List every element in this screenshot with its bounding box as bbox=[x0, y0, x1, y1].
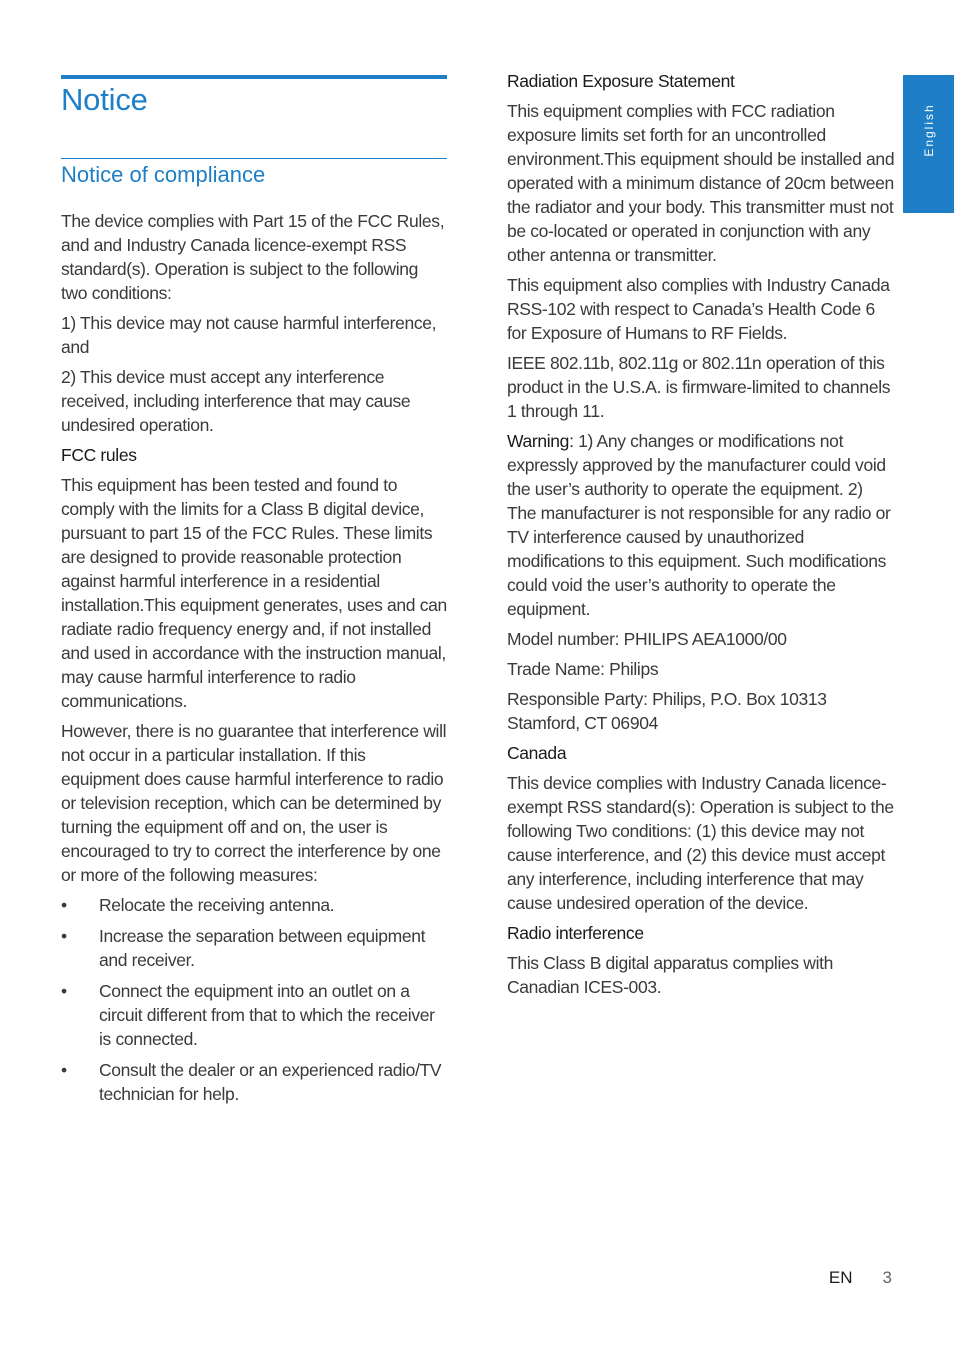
warning-text: 1) Any changes or modifications not expressly approved by the manufacturer could void the user’s authority to operate the equipment. 2) The manufacturer is not responsible for any radio or TV interference caused by unauthorized modifications to this equipment. Such modifications could void the user’s authority to operate the equipment. bbox=[507, 431, 891, 619]
list-item: • Relocate the receiving antenna. bbox=[61, 895, 335, 915]
canada-heading: Canada bbox=[507, 743, 567, 763]
page-title: Notice bbox=[61, 82, 148, 117]
section-title: Notice of compliance bbox=[61, 162, 266, 187]
radiation-paragraph: This equipment complies with FCC radiation exposure limits set forth for an uncontrolled environment.This equipment should be installed and operated with a minimum distance of 20cm between the radiator and your body. This transmitter must not be co-located or operated in conjunction with any other antenna or transmitter. bbox=[507, 101, 895, 265]
language-tab bbox=[903, 75, 954, 213]
page-number: 3 bbox=[882, 1268, 892, 1287]
warning-label: Warning: bbox=[507, 431, 574, 451]
radio-interference-paragraph: This Class B digital apparatus complies with Canadian ICES-003. bbox=[507, 953, 833, 997]
radiation-heading: Radiation Exposure Statement bbox=[507, 71, 735, 91]
fcc-paragraph: This equipment has been tested and found to comply with the limits for a Class B digital device, pursuant to part 15 of the FCC Rules. These limits are designed to provide reasonable protection against harmful interference in a residential installation.This equipment generates, uses and can radiate radio frequency energy and, if not installed and used in accordance with the instruction manual, may cause harmful interference to radio communications. bbox=[61, 475, 447, 711]
footer-language: EN bbox=[828, 1268, 853, 1287]
bullet-icon: • bbox=[61, 1060, 67, 1080]
canada-paragraph: This device complies with Industry Canada licence-exempt RSS standard(s): Operation is subject to the following Two conditions: (1) this device may not cause interference, and (2) this device must accept any interference, including interference that may cause undesired operation of the device. bbox=[507, 773, 894, 913]
warning-paragraph bbox=[507, 429, 895, 621]
condition-2: 2) This device must accept any interference received, including interference that may cause undesired operation. bbox=[61, 367, 411, 435]
title-rule bbox=[61, 75, 447, 79]
list-item: • Connect the equipment into an outlet on a circuit different from that to which the receiver is connected. bbox=[61, 981, 435, 1049]
radio-interference-heading: Radio interference bbox=[507, 923, 644, 943]
rss102-paragraph: This equipment also complies with Industry Canada RSS-102 with respect to Canada’s Health Code 6 for Exposure of Humans to RF Fields. bbox=[507, 275, 890, 343]
bullet-icon: • bbox=[61, 981, 67, 1001]
responsible-party: Responsible Party: Philips, P.O. Box 10313 Stamford, CT 06904 bbox=[507, 689, 827, 733]
guarantee-paragraph: However, there is no guarantee that interference will not occur in a particular installation. If this equipment does cause harmful interference to radio or television reception, which can be determined by turning the equipment off and on, the user is encouraged to try to correct the interference by one or more of the following measures: bbox=[61, 721, 447, 885]
list-item: • Consult the dealer or an experienced radio/TV technician for help. bbox=[61, 1060, 442, 1104]
list-item: • Increase the separation between equipment and receiver. bbox=[61, 926, 426, 970]
measures-list bbox=[61, 893, 447, 1106]
left-body bbox=[61, 209, 447, 1113]
right-body bbox=[507, 69, 895, 1005]
compliance-paragraph: The device complies with Part 15 of the FCC Rules, and and Industry Canada licence-exempt RSS standard(s). Operation is subject to the following two conditions: bbox=[61, 211, 445, 303]
bullet-icon: • bbox=[61, 895, 67, 915]
condition-1: 1) This device may not cause harmful interference, and bbox=[61, 313, 437, 357]
fcc-heading: FCC rules bbox=[61, 445, 137, 465]
ieee-paragraph: IEEE 802.11b, 802.11g or 802.11n operation of this product in the U.S.A. is firmware-limited to channels 1 through 11. bbox=[507, 353, 891, 421]
bullet-icon: • bbox=[61, 926, 67, 946]
subtitle-rule bbox=[61, 158, 447, 159]
model-number: Model number: PHILIPS AEA1000/00 bbox=[507, 629, 787, 649]
language-tab-label: English bbox=[921, 103, 936, 157]
page-footer bbox=[829, 1268, 892, 1288]
trade-name: Trade Name: Philips bbox=[507, 659, 659, 679]
